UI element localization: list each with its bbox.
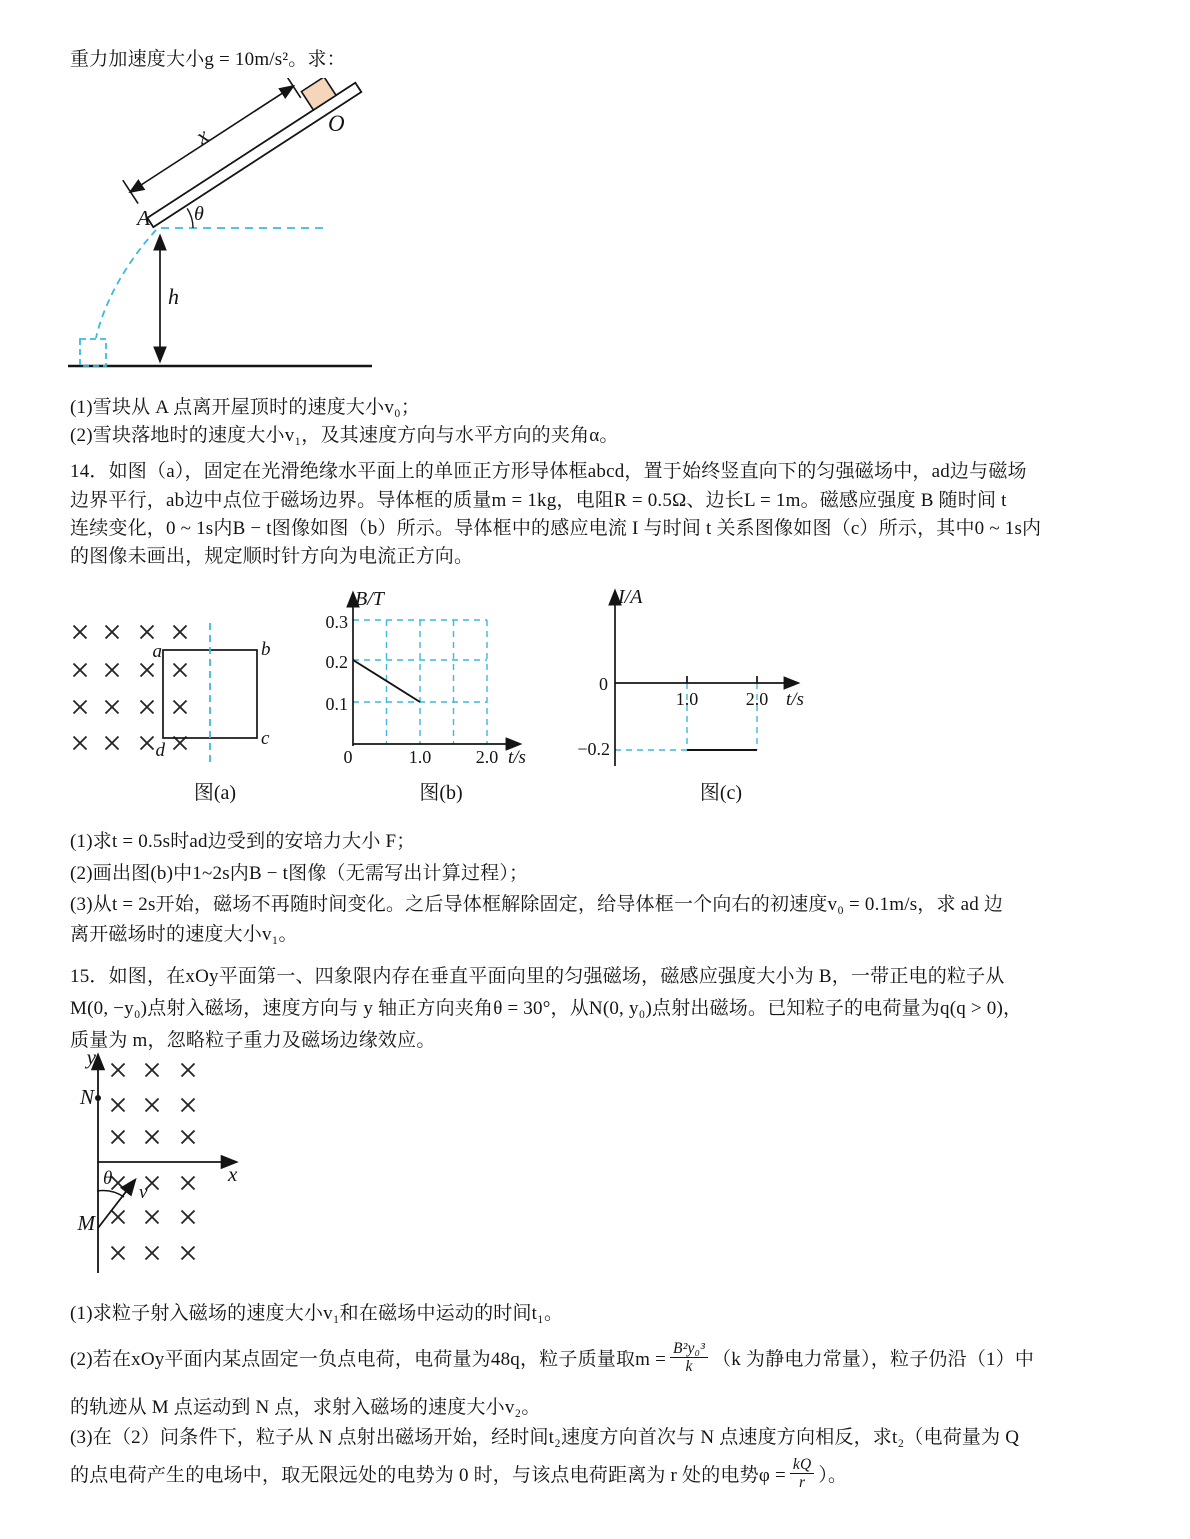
q15-sub2b: 的轨迹从 M 点运动到 N 点，求射入磁场的速度大小v₂。 bbox=[70, 1397, 541, 1418]
angle-label-theta: θ bbox=[103, 1168, 113, 1189]
fraction-denominator: r bbox=[799, 1474, 806, 1492]
roof-label-theta: θ bbox=[194, 203, 204, 225]
frame-label-c: c bbox=[261, 728, 270, 749]
y-axis-label: B/T bbox=[355, 588, 384, 610]
q15-sub3a: (3)在（2）问条件下，粒子从 N 点射出磁场开始，经时间t₂速度方向首次与 N 点速度方向相反，求t₂（电荷量为 Q bbox=[70, 1427, 1020, 1448]
xtick-2.0: 2.0 bbox=[745, 689, 769, 709]
axis-label-y: y bbox=[86, 1045, 96, 1069]
y-axis-label: I/A bbox=[618, 586, 643, 608]
q14-sub3b: 离开磁场时的速度大小v₁。 bbox=[70, 924, 298, 945]
roof-label-A: A bbox=[137, 206, 150, 230]
roof-group bbox=[123, 78, 361, 227]
fig-b-bt-graph bbox=[308, 583, 573, 773]
xtick-0: 0 bbox=[343, 747, 353, 767]
q15-sub1: (1)求粒子射入磁场的速度大小v₁和在磁场中运动的时间t₁。 bbox=[70, 1303, 564, 1324]
landed-block-outline bbox=[80, 339, 106, 366]
q13-sub2: (2)雪块落地时的速度大小v₁，及其速度方向与水平方向的夹角α。 bbox=[70, 425, 619, 446]
xtick-2.0: 2.0 bbox=[475, 747, 499, 767]
fig-c-it-graph bbox=[558, 583, 833, 778]
xtick-1.0: 1.0 bbox=[675, 689, 699, 709]
frame-label-d: d bbox=[155, 740, 165, 761]
xoy-field-figure bbox=[58, 1043, 298, 1278]
q14-line3: 连续变化，0 ~ 1s内B − t图像如图（b）所示。导体框中的感应电流 I 与时间 t 关系图像如图（c）所示，其中0 ~ 1s内 bbox=[70, 518, 1042, 539]
q15-sub2-post: （k 为静电力常量），粒子仍沿（1）中 bbox=[712, 1349, 1035, 1371]
roof-projectile-figure bbox=[60, 78, 390, 378]
x-dimension-tick-start bbox=[123, 180, 138, 203]
theta-arc bbox=[187, 208, 193, 228]
point-label-M: M bbox=[77, 1211, 95, 1235]
field-into-page-cross-grid bbox=[74, 626, 187, 750]
fig-b-caption: 图(b) bbox=[419, 782, 463, 804]
ytick-0.1: 0.1 bbox=[325, 694, 348, 714]
q15-sub3-line bbox=[70, 1456, 847, 1491]
theta-arc bbox=[97, 1191, 124, 1197]
ytick-0.2: 0.2 bbox=[325, 652, 348, 672]
q15-sub3-pre: 的点电荷产生的电场中，取无限远处的电势为 0 时，与该点电荷距离为 r 处的电势φ = bbox=[70, 1465, 786, 1487]
fig-c-caption: 图(c) bbox=[699, 782, 743, 804]
x-axis-label: t/s bbox=[786, 689, 804, 710]
q15-line2: M(0, −y₀)点射入磁场，速度方向与 y 轴正方向夹角θ = 30°，从N(0, y₀)点射出磁场。已知粒子的电荷量为q(q > 0)， bbox=[70, 998, 1023, 1019]
q14-line4: 的图像未画出，规定顺时针方向为电流正方向。 bbox=[70, 546, 474, 567]
q15-sub2-fraction bbox=[670, 1340, 708, 1375]
q14-sub3a: (3)从t = 2s开始，磁场不再随时间变化。之后导体框解除固定，给导体框一个向右的初速度v₀ = 0.1m/s，求 ad 边 bbox=[70, 894, 1004, 915]
trajectory-path bbox=[96, 230, 156, 338]
x-axis-label: t/s bbox=[508, 747, 526, 768]
fig-a-caption: 图(a) bbox=[193, 782, 237, 804]
fraction-numerator: B²y₀³ bbox=[670, 1340, 708, 1358]
fraction-denominator: k bbox=[685, 1358, 693, 1376]
q13-sub1: (1)雪块从 A 点离开屋顶时的速度大小v₀； bbox=[70, 397, 421, 418]
ytick-0.3: 0.3 bbox=[325, 612, 348, 632]
q14-sub1: (1)求t = 0.5s时ad边受到的安培力大小 F； bbox=[70, 831, 416, 852]
fig-a-field-frame bbox=[65, 600, 305, 775]
q14-line1: 14．如图（a），固定在光滑绝缘水平面上的单匝正方形导体框abcd，置于始终竖直向下的匀强磁场中，ad边与磁场 bbox=[70, 461, 1027, 482]
frame-label-a: a bbox=[152, 641, 162, 662]
fraction-numerator: kQ bbox=[790, 1456, 814, 1474]
q14-line2: 边界平行，ab边中点位于磁场边界。导体框的质量m = 1kg，电阻R = 0.5Ω、边长L = 1m。磁感应强度 B 随时间 t bbox=[70, 490, 1007, 511]
q15-sub3-post: ）。 bbox=[818, 1465, 848, 1487]
xtick-1.0: 1.0 bbox=[408, 747, 432, 767]
roof-label-x: x bbox=[191, 122, 213, 149]
point-label-N: N bbox=[79, 1085, 94, 1109]
frame-label-b: b bbox=[261, 639, 271, 660]
x-dimension-tick-end bbox=[286, 78, 301, 98]
roof-label-O: O bbox=[328, 111, 345, 136]
q15-line1: 15．如图，在xOy平面第一、四象限内存在垂直平面向里的匀强磁场，磁感应强度大小为 B，一带正电的粒子从 bbox=[70, 966, 1005, 987]
roof-label-h: h bbox=[168, 284, 179, 309]
q15-sub2-line bbox=[70, 1340, 1034, 1375]
q15-line3: 质量为 m，忽略粒子重力及磁场边缘效应。 bbox=[70, 1030, 436, 1051]
q15-sub3-fraction bbox=[790, 1456, 814, 1491]
q14-sub2: (2)画出图(b)中1~2s内B − t图像（无需写出计算过程）； bbox=[70, 863, 529, 884]
origin-zero: 0 bbox=[599, 674, 608, 694]
grid-lines bbox=[353, 620, 487, 744]
ytick-neg-0.2: −0.2 bbox=[577, 739, 610, 759]
velocity-label-v: v bbox=[139, 1182, 148, 1203]
intro-line: 重力加速度大小g = 10m/s²。求： bbox=[70, 49, 346, 70]
axis-label-x: x bbox=[228, 1162, 238, 1186]
q15-sub2-pre: (2)若在xOy平面内某点固定一负点电荷，电荷量为48q，粒子质量取m = bbox=[70, 1349, 667, 1371]
roof-bar bbox=[147, 83, 361, 227]
point-N-dot bbox=[95, 1095, 101, 1101]
